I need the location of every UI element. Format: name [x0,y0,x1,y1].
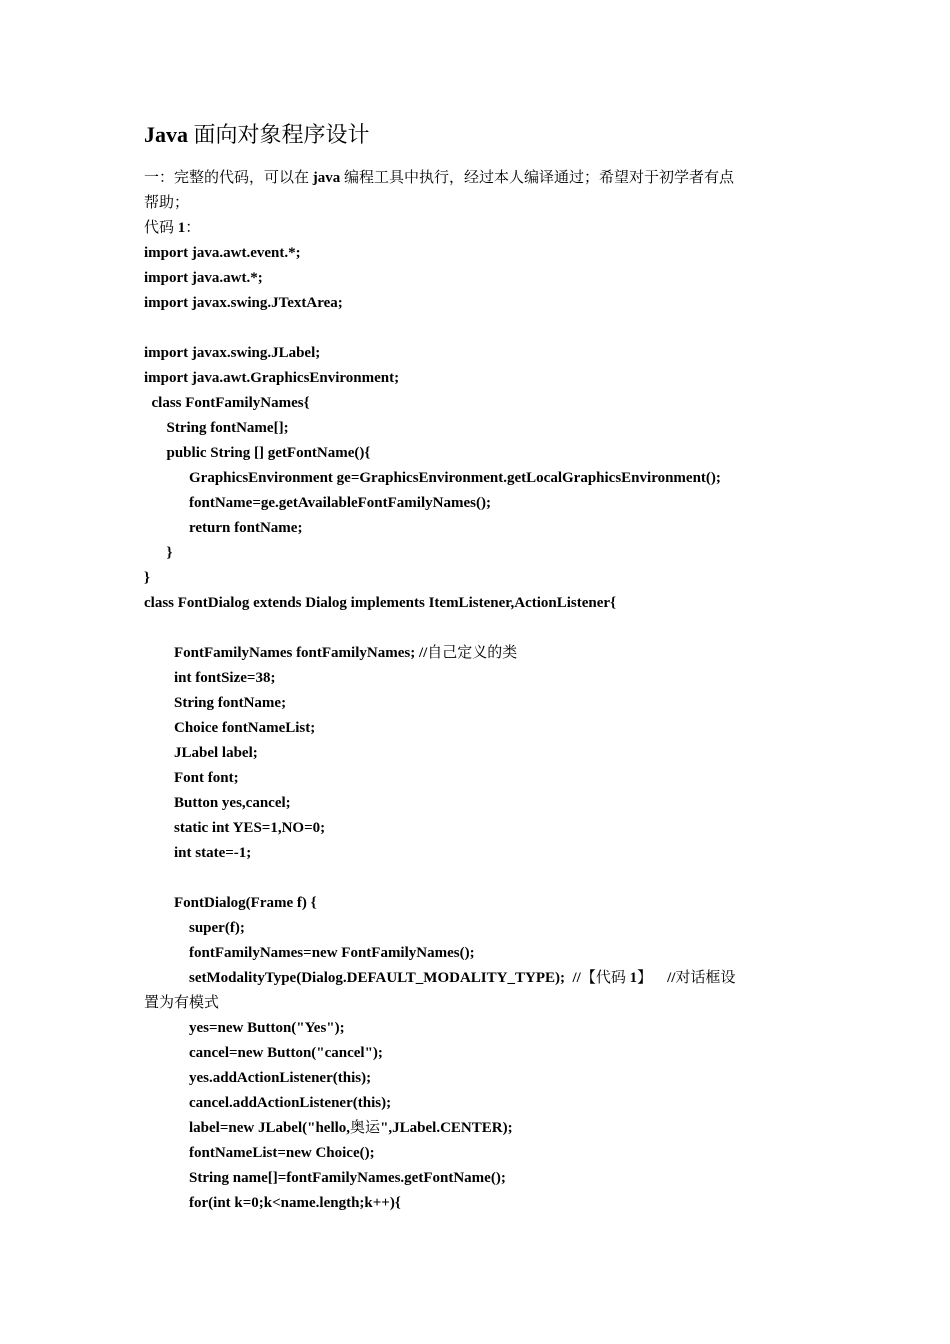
page-title [144,120,370,150]
code-line: import javax.swing.JLabel; [144,345,321,361]
code-line [144,966,814,991]
code-line: import javax.swing.JTextArea; [144,295,343,311]
code-line: Font font; [144,770,239,786]
code-line: String fontName; [144,695,287,711]
code-line: fontFamilyNames=new FontFamilyNames(); [144,945,475,961]
code-line: public String [] getFontName(){ [144,445,371,461]
code-line: String fontName[]; [144,420,289,436]
code-caption [144,216,814,241]
code-text: setModalityType(Dialog.DEFAULT_MODALITY_TYPE); // [144,970,581,986]
code-text-2: ",JLabel.CENTER); [380,1120,513,1136]
code-comment-number: 1 [629,970,638,986]
intro-text-2: 编程工具中执行，经过本人编译通过；希望对于初学者有点 [340,170,735,186]
code-line: class FontDialog extends Dialog implements ItemListener,ActionListener{ [144,595,616,611]
code-line: int fontSize=38; [144,670,276,686]
wrapped-comment-line: 置为有模式 [144,995,220,1011]
code-line: Choice fontNameList; [144,720,316,736]
code-line: class FontFamilyNames{ [144,395,310,411]
code-comment: 自己定义的类 [427,645,518,661]
code-comment: 【代码 [580,970,630,986]
caption-colon: ： [185,220,201,236]
code-line: String name[]=fontFamilyNames.getFontName(); [144,1170,506,1186]
code-line: cancel=new Button("cancel"); [144,1045,383,1061]
code-line: GraphicsEnvironment ge=GraphicsEnvironment.getLocalGraphicsEnvironment(); [144,470,721,486]
code-line: int state=-1; [144,845,252,861]
code-comment-text: 对话框设 [675,970,736,986]
blank-line [144,866,814,891]
caption-text: 代码 [144,220,178,236]
intro-java: java [312,170,341,186]
code-line: fontName=ge.getAvailableFontFamilyNames(); [144,495,491,511]
code-text: label=new JLabel("hello, [144,1120,351,1136]
code-line: static int YES=1,NO=0; [144,820,326,836]
code-text: FontFamilyNames fontFamilyNames; // [144,645,428,661]
code-comment-slashes: // [652,970,676,986]
code-line: return fontName; [144,520,303,536]
code-comment-bracket: 】 [637,970,653,986]
intro-line-2: 帮助； [144,195,190,211]
code-line: } [144,570,150,586]
document-body [144,166,814,1216]
code-line: JLabel label; [144,745,258,761]
code-line: } [144,545,173,561]
code-line: fontNameList=new Choice(); [144,1145,375,1161]
code-line: FontDialog(Frame f) { [144,895,317,911]
code-line: cancel.addActionListener(this); [144,1095,392,1111]
title-chinese: 面向对象程序设计 [188,122,370,147]
blank-line [144,616,814,641]
code-line: import java.awt.event.*; [144,245,301,261]
code-line [144,1116,814,1141]
code-line: import java.awt.*; [144,270,263,286]
intro-line-1 [144,166,814,191]
blank-line [144,316,814,341]
code-line [144,641,814,666]
code-line: yes.addActionListener(this); [144,1070,372,1086]
code-line: import java.awt.GraphicsEnvironment; [144,370,400,386]
code-line: yes=new Button("Yes"); [144,1020,345,1036]
intro-text: 一：完整的代码，可以在 [144,170,313,186]
code-line: Button yes,cancel; [144,795,291,811]
code-line: super(f); [144,920,245,936]
title-latin: Java [144,122,188,147]
code-line: for(int k=0;k<name.length;k++){ [144,1195,401,1211]
caption-number: 1 [177,220,186,236]
code-chinese-literal: 奥运 [350,1120,381,1136]
